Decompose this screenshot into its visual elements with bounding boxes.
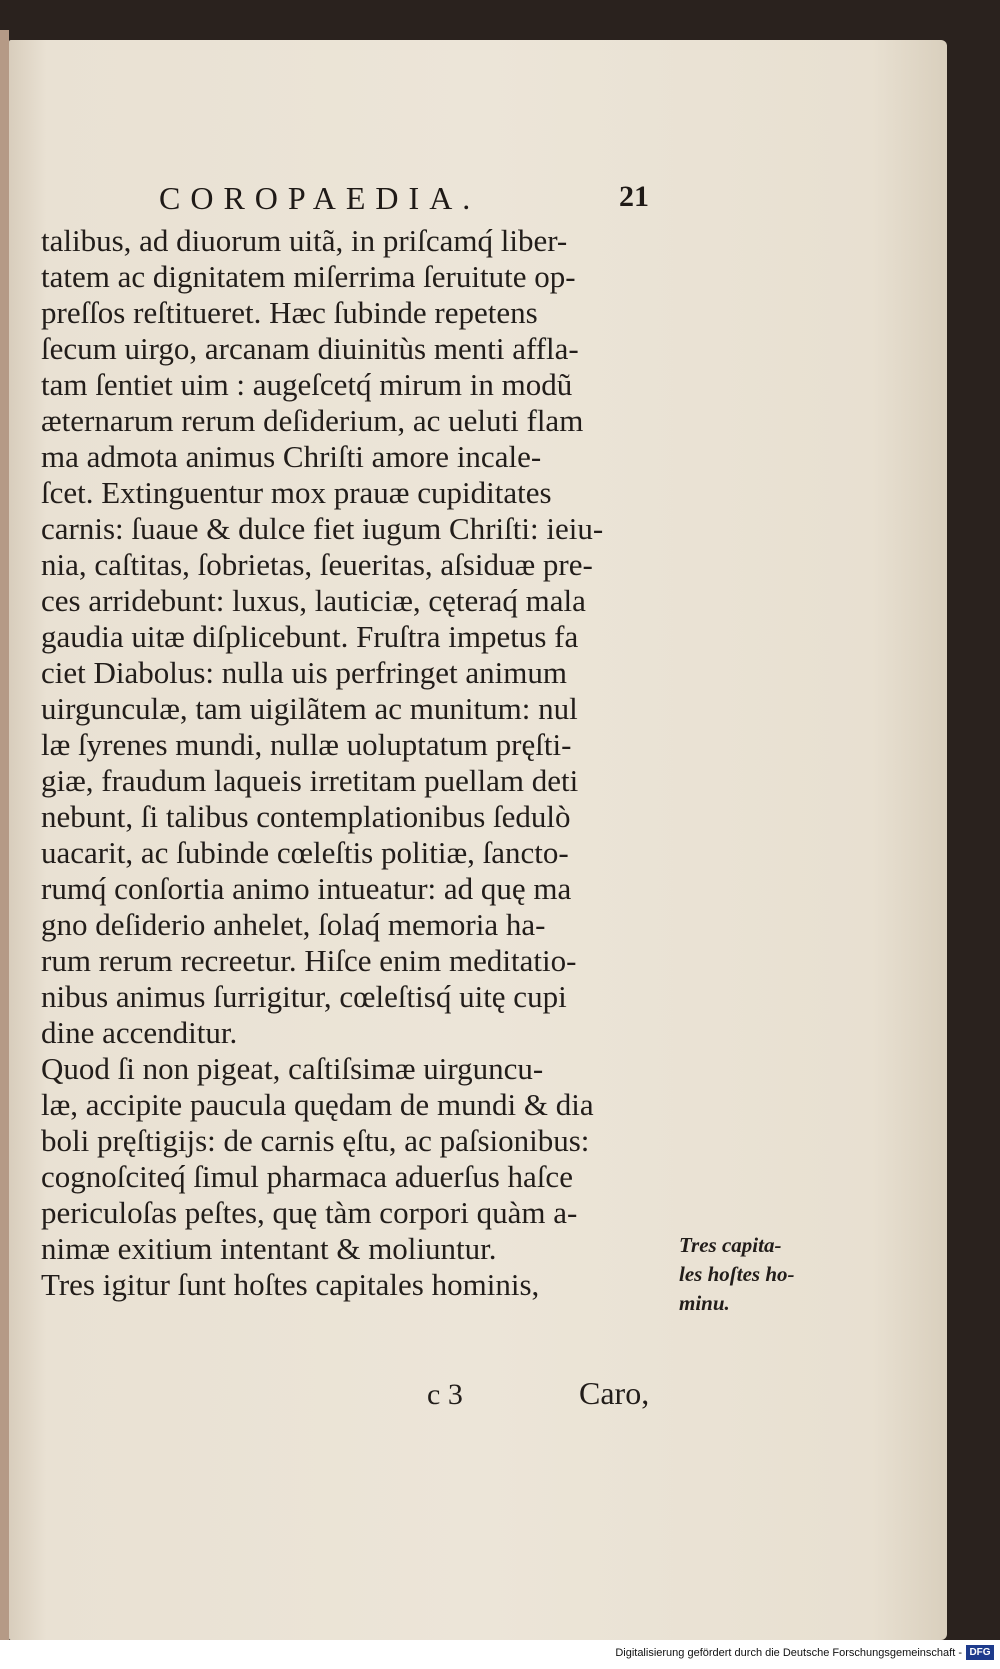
marginal-note-line: Tres capita- bbox=[679, 1233, 782, 1257]
text-line: rumq́ conſortia animo intueatur: ad quę ma bbox=[41, 871, 572, 906]
text-line: nibus animus ſurrigitur, cœleſtisq́ uitę cupi bbox=[41, 979, 567, 1014]
text-line: æternarum rerum deſiderium, ac ueluti flam bbox=[41, 403, 584, 438]
book-edge bbox=[0, 30, 9, 1640]
book-page bbox=[9, 40, 947, 1640]
page-number: 21 bbox=[619, 180, 649, 213]
marginal-note-line: minu. bbox=[679, 1291, 730, 1315]
text-line: tatem ac dignitatem miſerrima ſeruitute op- bbox=[41, 259, 576, 294]
text-line: dine accenditur. bbox=[41, 1015, 238, 1050]
catchword: Caro, bbox=[579, 1375, 650, 1411]
text-line: læ ſyrenes mundi, nullæ uoluptatum pręſti- bbox=[41, 727, 572, 762]
text-line: carnis: ſuaue & dulce fiet iugum Chriſti: ieiu- bbox=[41, 511, 604, 546]
text-line: Quod ſi non pigeat, caſtiſsimæ uirguncu- bbox=[41, 1051, 544, 1086]
text-line: gaudia uitæ diſplicebunt. Fruſtra impetus fa bbox=[41, 619, 579, 654]
text-line: ciet Diabolus: nulla uis perfringet animum bbox=[41, 655, 568, 690]
text-line: preſſos reſtitueret. Hæc ſubinde repetens bbox=[41, 295, 538, 330]
text-line: læ, accipite paucula quędam de mundi & dia bbox=[41, 1087, 594, 1122]
text-line: giæ, fraudum laqueis irretitam puellam deti bbox=[41, 763, 579, 798]
text-line: ma admota animus Chriſti amore incale- bbox=[41, 439, 542, 474]
text-line: cognoſciteq́ ſimul pharmaca aduerſus haſce bbox=[41, 1159, 573, 1194]
signature-mark: c 3 bbox=[427, 1378, 463, 1411]
text-line: ces arridebunt: luxus, lauticiæ, cęteraq́ mala bbox=[41, 583, 586, 618]
text-line: rum rerum recreetur. Hiſce enim meditatio- bbox=[41, 943, 577, 978]
text-line: uacarit, ac ſubinde cœleſtis politiæ, ſancto- bbox=[41, 835, 569, 870]
text-line: periculoſas peſtes, quę tàm corpori quàm a- bbox=[41, 1195, 578, 1230]
text-line: gno deſiderio anhelet, ſolaq́ memoria ha- bbox=[41, 907, 546, 942]
text-line: boli pręſtigijs: de carnis ęſtu, ac paſsionibus: bbox=[41, 1123, 590, 1158]
marginal-note-line: les hoſtes ho- bbox=[679, 1262, 795, 1286]
text-line: nebunt, ſi talibus contemplationibus ſedulò bbox=[41, 799, 571, 834]
text-line: Tres igitur ſunt hoſtes capitales hominis, bbox=[41, 1267, 540, 1302]
text-line: ſecum uirgo, arcanam diuinitùs menti affla- bbox=[41, 331, 579, 366]
text-line: nimæ exitium intentant & moliuntur. bbox=[41, 1231, 497, 1266]
footer-bar bbox=[0, 1640, 1000, 1669]
text-line: ſcet. Extinguentur mox prauæ cupiditates bbox=[41, 475, 552, 510]
text-line: uirgunculæ, tam uigilãtem ac munitum: nul bbox=[41, 691, 578, 726]
text-line: talibus, ad diuorum uitã, in priſcamq́ liber- bbox=[41, 223, 568, 258]
funding-credit: Digitalisierung gefördert durch die Deutsche Forschungsgemeinschaft - bbox=[615, 1647, 962, 1659]
text-line: tam ſentiet uim : augeſcetq́ mirum in modũ bbox=[41, 367, 573, 402]
running-head: COROPAEDIA. bbox=[159, 180, 481, 216]
text-line: nia, caſtitas, ſobrietas, ſeueritas, aſsiduæ pre- bbox=[41, 547, 593, 582]
dfg-logo: DFG bbox=[966, 1645, 994, 1660]
